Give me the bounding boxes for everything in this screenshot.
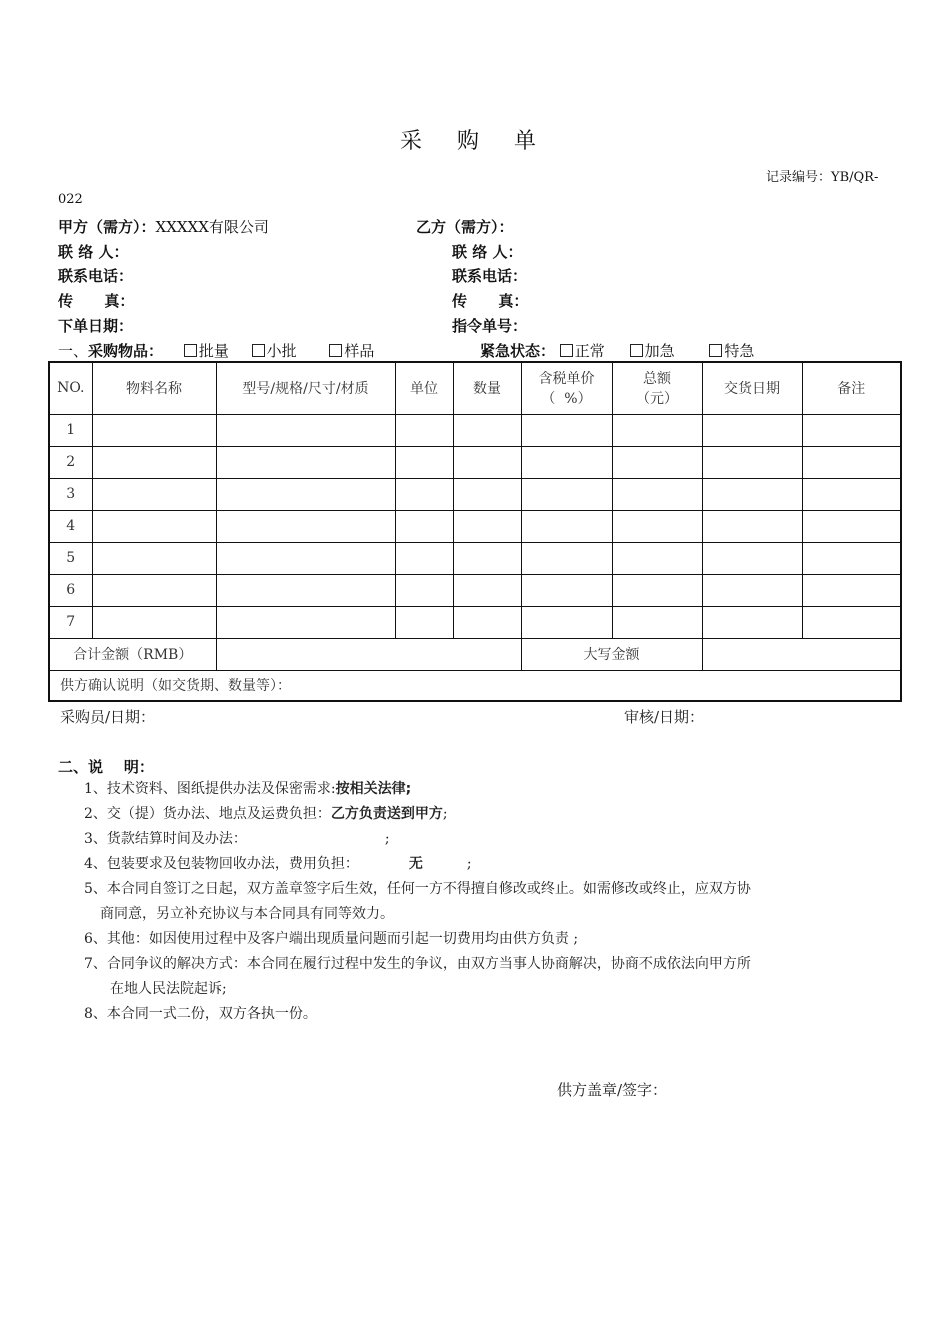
header-delivery-date: 交货日期 — [702, 362, 802, 414]
checkbox-icon[interactable] — [560, 344, 573, 357]
capital-amount-label: 大写金额 — [521, 638, 702, 670]
note-item: 8、本合同一式二份，双方各执一份。 — [84, 1006, 317, 1022]
note-item: 3、货款结算时间及办法： ; — [84, 831, 390, 847]
supplier-confirm-row — [49, 670, 901, 701]
party-a-phone: 联系电话： — [58, 267, 134, 285]
note-item: 6、其他：如因使用过程中及客户端出现质量问题而引起一切费用均由供方负责 ; — [84, 931, 579, 947]
header-unit: 单位 — [395, 362, 453, 414]
header-quantity: 数量 — [453, 362, 521, 414]
table-row: 1 — [49, 414, 901, 446]
checkbox-icon[interactable] — [630, 344, 643, 357]
notes-list — [84, 777, 751, 1027]
note-item-continuation: 在地人民法院起诉; — [110, 981, 227, 997]
header-unit-price: 含税单价 （ %） — [521, 362, 612, 414]
table-row: 6 — [49, 574, 901, 606]
header-material-name: 物料名称 — [92, 362, 216, 414]
table-row: 7 — [49, 606, 901, 638]
urgency-option-special[interactable]: 特急 — [709, 342, 754, 360]
goods-option-sample[interactable]: 样品 — [329, 342, 374, 360]
table-row: 4 — [49, 510, 901, 542]
urgency-line — [480, 340, 754, 361]
note-item: 2、交（提）货办法、地点及运费负担：乙方负责送到甲方; — [84, 806, 448, 822]
urgency-label: 紧急状态： — [480, 342, 556, 360]
note-item: 1、技术资料、图纸提供办法及保密需求:按相关法律; — [84, 781, 412, 797]
party-b-order-no: 指令单号： — [452, 317, 528, 335]
party-a-name: XXXXX有限公司 — [155, 218, 269, 236]
checkbox-icon[interactable] — [709, 344, 722, 357]
party-a-order-date: 下单日期： — [58, 317, 134, 335]
checkbox-icon[interactable] — [252, 344, 265, 357]
table-total-row — [49, 638, 901, 670]
buyer-date: 采购员/日期： — [60, 708, 156, 726]
goods-prefix: 一、 — [58, 342, 89, 360]
table-header-row — [49, 362, 901, 414]
total-amount-label: 合计金额（RMB） — [49, 638, 216, 670]
note-item: 4、包装要求及包装物回收办法，费用负担： 无 ; — [84, 856, 472, 872]
party-b-title: 乙方（需方）： — [416, 218, 514, 236]
table-row: 3 — [49, 478, 901, 510]
goods-line — [58, 340, 374, 361]
checkbox-icon[interactable] — [329, 344, 342, 357]
header-spec: 型号/规格/尺寸/材质 — [216, 362, 395, 414]
note-item: 7、合同争议的解决方式：本合同在履行过程中发生的争议，由双方当事人协商解决，协商不成依法向甲方所 — [84, 956, 751, 972]
goods-option-small-batch[interactable]: 小批 — [252, 342, 297, 360]
checkbox-icon[interactable] — [184, 344, 197, 357]
supplier-seal-signature: 供方盖章/签字： — [557, 1081, 668, 1099]
urgency-option-rush[interactable]: 加急 — [630, 342, 675, 360]
document-title: 采 购 单 — [400, 129, 550, 154]
supplier-confirm-note[interactable]: 供方确认说明（如交货期、数量等）： — [49, 670, 901, 701]
table-row: 2 — [49, 446, 901, 478]
record-number-tail: 022 — [58, 192, 83, 207]
table-row: 5 — [49, 542, 901, 574]
party-a-contact: 联 络 人： — [58, 243, 129, 261]
capital-amount-value[interactable] — [702, 638, 901, 670]
purchase-table — [48, 361, 902, 702]
header-total: 总额 （元） — [612, 362, 702, 414]
section-2-heading: 二、说 明： — [58, 758, 154, 776]
party-b-contact: 联 络 人： — [452, 243, 523, 261]
header-no: NO. — [49, 362, 92, 414]
record-number: 记录编号：YB/QR- — [766, 170, 879, 185]
party-a-title: 甲方（需方）： — [58, 218, 156, 236]
urgency-option-normal[interactable]: 正常 — [560, 342, 605, 360]
review-date: 审核/日期： — [624, 708, 705, 726]
goods-label: 采购物品： — [88, 342, 164, 360]
goods-option-batch[interactable]: 批量 — [184, 342, 229, 360]
total-amount-value[interactable] — [216, 638, 521, 670]
note-item: 5、本合同自签订之日起，双方盖章签字后生效，任何一方不得擅自修改或终止。如需修改或终止，应双方协 — [84, 881, 751, 897]
party-b-phone: 联系电话： — [452, 267, 528, 285]
party-b-fax: 传 真： — [452, 292, 529, 310]
note-item-continuation: 商同意，另立补充协议与本合同具有同等效力。 — [100, 906, 394, 922]
party-a-fax: 传 真： — [58, 292, 135, 310]
party-a-line — [58, 216, 269, 237]
header-remarks: 备注 — [802, 362, 901, 414]
